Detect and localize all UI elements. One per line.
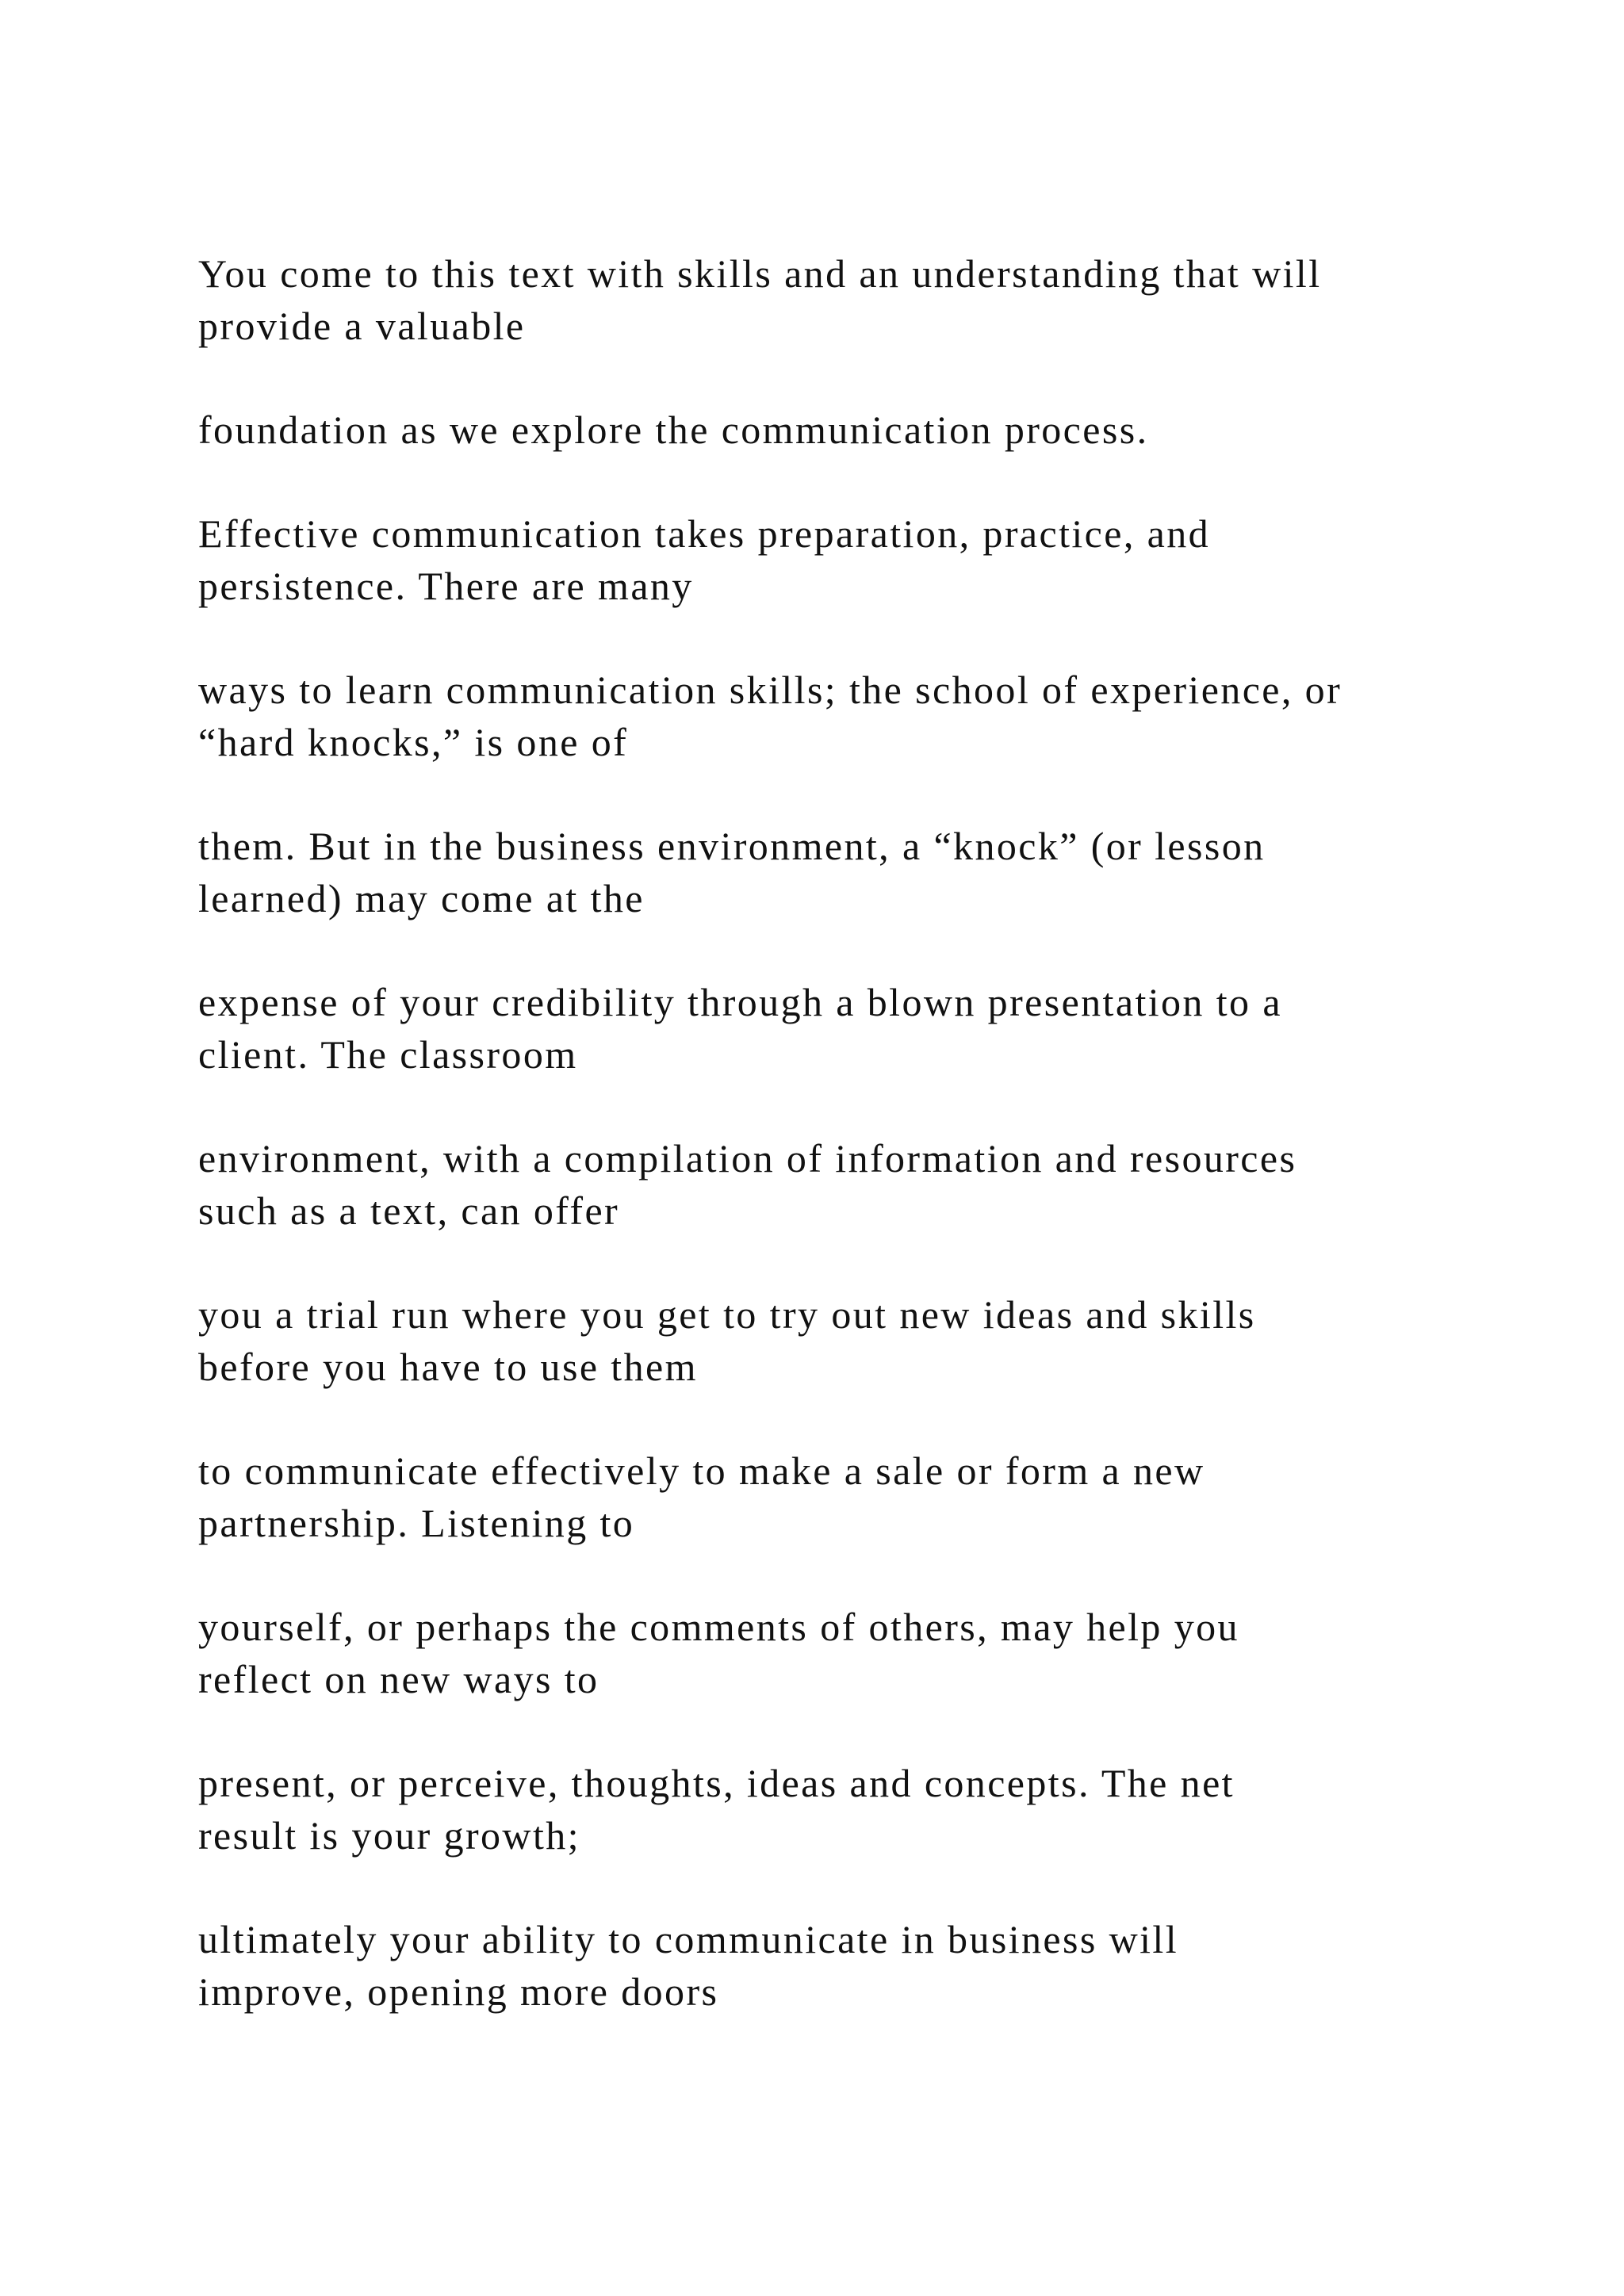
text-line: yourself, or perhaps the comments of others, may help you: [198, 1605, 1239, 1649]
text-line: persistence. There are many: [198, 564, 694, 608]
paragraph: [198, 976, 1499, 1081]
text-line: them. But in the business environment, a “knock” (or lesson: [198, 824, 1266, 868]
text-line: learned) may come at the: [198, 876, 645, 920]
text-line: you a trial run where you get to try out new ideas and skills: [198, 1292, 1256, 1337]
paragraph: [198, 404, 1499, 456]
text-line: foundation as we explore the communication process.: [198, 408, 1149, 452]
paragraph: [198, 507, 1499, 612]
text-line: Effective communication takes preparation, practice, and: [198, 511, 1211, 556]
paragraph: [198, 1132, 1499, 1237]
text-line: improve, opening more doors: [198, 1969, 719, 2014]
paragraph: [198, 1913, 1499, 2018]
text-line: such as a text, can offer: [198, 1188, 620, 1233]
paragraph: [198, 1445, 1499, 1549]
text-line: provide a valuable: [198, 304, 526, 348]
paragraph: [198, 1757, 1499, 1862]
paragraph: [198, 664, 1499, 768]
text-line: client. The classroom: [198, 1032, 578, 1077]
text-line: present, or perceive, thoughts, ideas and concepts. The net: [198, 1761, 1235, 1805]
text-line: You come to this text with skills and an understanding that will: [198, 251, 1322, 296]
paragraph: [198, 1601, 1499, 1705]
paragraph: [198, 1288, 1499, 1393]
text-line: environment, with a compilation of information and resources: [198, 1136, 1297, 1181]
paragraph: [198, 820, 1499, 924]
paragraph: [198, 247, 1499, 352]
text-line: ultimately your ability to communicate in business will: [198, 1917, 1179, 1961]
text-line: ways to learn communication skills; the school of experience, or: [198, 668, 1342, 712]
text-line: “hard knocks,” is one of: [198, 720, 629, 764]
text-line: expense of your credibility through a blown presentation to a: [198, 980, 1282, 1024]
text-line: to communicate effectively to make a sale or form a new: [198, 1448, 1205, 1493]
text-line: before you have to use them: [198, 1345, 698, 1389]
text-line: result is your growth;: [198, 1813, 580, 1858]
text-line: partnership. Listening to: [198, 1501, 635, 1545]
text-line: reflect on new ways to: [198, 1657, 599, 1701]
document-body: [198, 247, 1499, 2069]
